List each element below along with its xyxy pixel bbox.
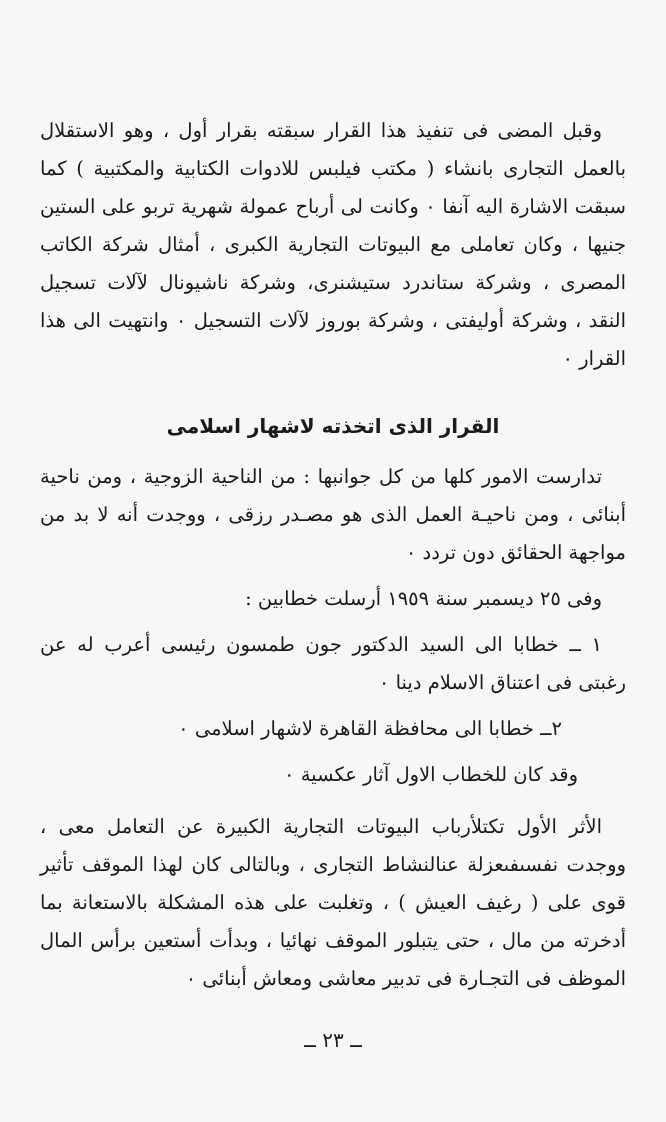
list-item-letter-1: ١ ــ خطابا الى السيد الدكتور جون طمسون رئيسى أعرب له عن رغبتى فى اعتناق الاسلام دينا ٠ xyxy=(40,633,626,694)
paragraph-effects: وقد كان للخطاب الاول آثار عكسية ٠ xyxy=(284,763,578,786)
paragraph-first-effect: الأثر الأول تكتلأرباب البيوتات التجارية الكبيرة عن التعامل معى ، ووجدت نفسىفىعزلة عنالنشاط التجارى ، وبالتالى كان لهذا الموقف تأثير قوى على ( رغيف العيش ) ، وتغلبت على هذه المشكلة بالاستعانة بما أدخرته من مال ، حتى يتبلور الموقف نهائيا ، وبدأت أستعين برأس المال الموظف فى التجـارة فى تدبير معاشى ومعاش أبنائى ٠ xyxy=(40,815,626,990)
paragraph-deliberation: تدارست الامور كلها من كل جوانبها : من الناحية الزوجية ، ومن ناحية أبنائى ، ومن ناحيـة العمل الذى هو مصـدر رزقى ، ووجدت أنه لا بد من مواجهة الحقائق دون تردد ٠ xyxy=(40,465,626,564)
paragraph-letters-date: وفى ٢٥ ديسمبر سنة ١٩٥٩ أرسلت خطابين : xyxy=(245,587,602,610)
paragraph-business-decision: وقبل المضى فى تنفيذ هذا القرار سبقته بقرار أول ، وهو الاستقلال بالعمل التجارى بانشاء ( مكتب فيلبس للادوات الكتابية والمكتبية ) كما سبقت الاشارة اليه آنفا ٠ وكانت لى أرباح عمولة شهرية تربو على الستين جنيها ، وكان تعاملى مع البيوتات التجارية الكبرى ، أمثال شركة الكاتب المصرى ، وشركة ستاندرد ستيشنرى، وشركة ناشيونال لآلات تسجيل النقد ، وشركة أوليفتى ، وشركة بوروز لآلات التسجيل ٠ وانتهيت الى هذا القرار ٠ xyxy=(40,119,627,370)
list-item-letter-2: ٢ــ خطابا الى محافظة القاهرة لاشهار اسلامى ٠ xyxy=(178,717,562,740)
page-number: ــ ٢٣ ــ xyxy=(304,1028,362,1052)
section-heading: القرار الذى اتخذته لاشهار اسلامى xyxy=(166,414,500,438)
